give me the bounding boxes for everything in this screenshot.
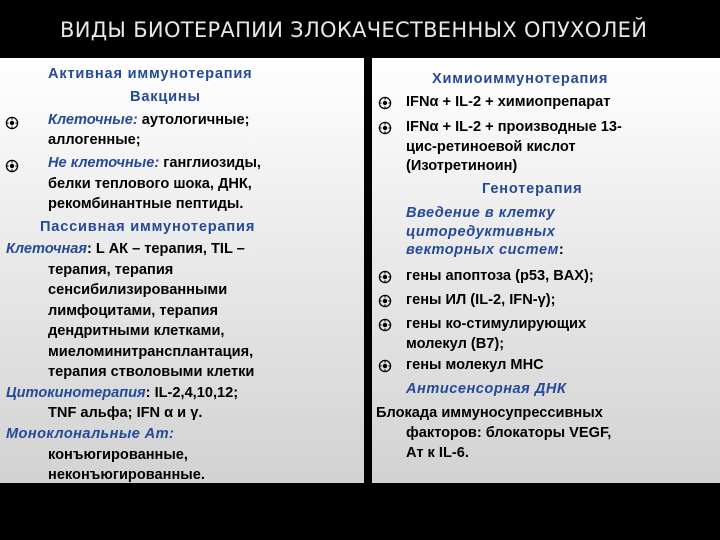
passive-immunotherapy-heading: Пассивная иммунотерапия: [40, 219, 256, 235]
vaccines-heading: Вакцины: [130, 89, 201, 105]
blockade-line-3: Ат к IL-6.: [406, 445, 469, 461]
bullet-icon: [378, 270, 392, 284]
gene-item-2: гены ИЛ (IL-2, IFN-γ);: [406, 292, 556, 308]
monoclonal-label: Моноклональные Ат:: [6, 426, 175, 442]
passive-cellular-text-4: лимфоцитами, терапия: [48, 303, 219, 319]
gene-therapy-heading: Генотерапия: [482, 181, 583, 197]
cellular-vaccines-line: [48, 111, 249, 129]
monoclonal-text-1: конъюгированные,: [48, 447, 188, 463]
bullet-icon: [378, 359, 392, 373]
gene-item-3-line-1: гены ко-стимулирующих: [406, 316, 587, 332]
blockade-line-2: факторов: блокаторы VEGF,: [406, 425, 612, 441]
cellular-text: аутологичные;: [137, 112, 250, 128]
passive-cellular-text-5: дендритными клетками,: [48, 323, 225, 339]
right-panel: [372, 58, 720, 483]
bullet-icon: [5, 159, 19, 173]
chemo-item-2-line-3: (Изотретиноин): [406, 158, 518, 174]
gene-item-4: гены молекул МНС: [406, 357, 544, 373]
bullet-icon: [378, 318, 392, 332]
cytokine-text-2: TNF альфа; IFN α и γ.: [48, 405, 203, 421]
gene-item-3-line-2: молекул (B7);: [406, 336, 505, 352]
active-immunotherapy-heading: Активная иммунотерапия: [48, 66, 253, 82]
blockade-line-1: Блокада иммуносупрессивных: [376, 405, 603, 421]
chemo-item-2-line-2: цис-ретиноевой кислот: [406, 139, 576, 155]
passive-cellular-line: [6, 240, 245, 258]
noncellular-label: Не клеточные:: [48, 155, 160, 171]
gene-intro-colon: :: [558, 242, 564, 258]
passive-cellular-text-6: миеломинитрансплантация,: [48, 344, 254, 360]
left-panel: [0, 58, 364, 483]
bullet-icon: [378, 121, 392, 135]
antisense-heading: Антисенсорная ДНК: [406, 381, 567, 397]
gene-item-1: гены апоптоза (р53, BAX);: [406, 268, 594, 284]
cytokine-label: Цитокинотерапия: [6, 385, 146, 401]
noncellular-vaccines-line: [48, 154, 261, 172]
noncellular-text: ганглиозиды,: [159, 155, 261, 171]
gene-intro-2: циторедуктивных: [406, 224, 556, 240]
monoclonal-text-2: неконъюгированные.: [48, 467, 205, 483]
passive-cellular-text-2: терапия, терапия: [48, 262, 174, 278]
cellular-label: Клеточные:: [48, 112, 138, 128]
passive-cellular-label: Клеточная: [6, 241, 87, 257]
gene-intro-3: векторных систем: [406, 242, 559, 258]
bullet-icon: [378, 294, 392, 308]
gene-intro-3-line: [406, 241, 564, 259]
passive-cellular-text-7: терапия стволовыми клетки: [48, 364, 255, 380]
passive-cellular-text: : L АК – терапия, TIL –: [86, 241, 245, 257]
slide-title: ВИДЫ БИОТЕРАПИИ ЗЛОКАЧЕСТВЕННЫХ ОПУХОЛЕЙ: [60, 18, 648, 42]
chemoimmunotherapy-heading: Химиоиммунотерапия: [432, 71, 609, 87]
cytokine-text: : IL-2,4,10,12;: [145, 385, 239, 401]
bullet-icon: [378, 96, 392, 110]
noncellular-text-3: рекомбинантные пептиды.: [48, 196, 244, 212]
gene-intro-1: Введение в клетку: [406, 205, 556, 221]
chemo-item-2-line-1: IFNα + IL-2 + производные 13-: [406, 119, 622, 135]
chemo-item-1: IFNα + IL-2 + химиопрепарат: [406, 94, 611, 110]
passive-cellular-text-3: сенсибилизированными: [48, 282, 228, 298]
cytokine-line: [6, 384, 238, 402]
noncellular-text-2: белки теплового шока, ДНК,: [48, 176, 252, 192]
cellular-text-2: аллогенные;: [48, 132, 141, 148]
bullet-icon: [5, 116, 19, 130]
